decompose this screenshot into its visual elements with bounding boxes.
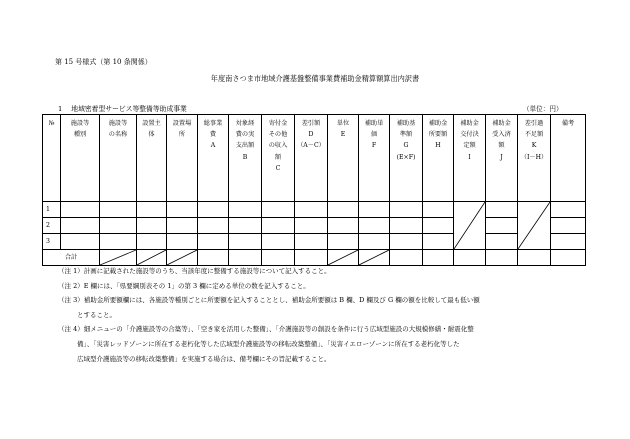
- header-cell: [518, 115, 551, 202]
- diagonal-strike: [328, 250, 358, 265]
- header-text: 設置主: [142, 120, 161, 127]
- header-text: 受入済: [492, 131, 511, 139]
- table-cell: [229, 234, 262, 250]
- header-text: 施設等: [108, 120, 128, 127]
- header-text: 費: [209, 131, 217, 139]
- table-cell: [262, 218, 295, 234]
- header-cell: [167, 115, 198, 202]
- header-text: 補助金: [428, 120, 448, 127]
- header-text: その他: [268, 131, 288, 139]
- table-cell: [328, 218, 359, 234]
- header-text: 体: [148, 131, 155, 139]
- table-cell: [390, 234, 423, 250]
- header-text: K: [531, 142, 537, 150]
- header-cell: [43, 115, 61, 202]
- header-cell: [454, 115, 486, 202]
- note-line: 備」、「災害レッドゾーンに所在する老朽化等した広域型介護施設等の移転改築整備」、「災害イエローゾーンに所在する老朽化等した: [77, 339, 460, 348]
- total-cell: [551, 250, 586, 266]
- header-text: 交付決: [460, 131, 479, 139]
- header-text: C: [275, 164, 281, 172]
- row-number: 2: [43, 218, 61, 234]
- header-text: 不足額: [524, 131, 544, 139]
- header-text: 額: [274, 153, 282, 161]
- total-cell: [486, 250, 518, 266]
- table-cell: [390, 202, 423, 218]
- header-cell: [486, 115, 518, 202]
- table-cell: [61, 202, 100, 218]
- header-text: 補助単: [364, 120, 384, 127]
- table-header-row: [43, 115, 586, 202]
- table-cell: [390, 218, 423, 234]
- header-text: 差引過: [524, 120, 544, 127]
- header-text: F: [371, 142, 377, 150]
- header-cell: [390, 115, 423, 202]
- table-cell: [229, 202, 262, 218]
- table-cell: [262, 202, 295, 218]
- table-cell: [295, 218, 328, 234]
- header-text: 寄付金: [268, 120, 288, 127]
- header-cell: [295, 115, 328, 202]
- header-text: 準額: [399, 131, 413, 139]
- header-cell: [551, 115, 586, 202]
- table-cell: [359, 218, 390, 234]
- table-cell: [61, 218, 100, 234]
- table-cell: [359, 234, 390, 250]
- header-text: 備考: [561, 120, 575, 127]
- struck-cell: [518, 202, 551, 250]
- table-cell: [198, 218, 229, 234]
- note-line: （注 3）補助金所要額欄には、各施設等種別ごとに所要額を記入することとし、補助金所要額は B 欄、D 欄及び G 欄の額を比較して最も低い額: [58, 296, 480, 305]
- table-cell: [167, 202, 198, 218]
- table-cell: [423, 218, 454, 234]
- table-cell: [423, 234, 454, 250]
- diagonal-strike: [518, 202, 550, 249]
- header-text: 差引額: [301, 120, 321, 127]
- header-text: A: [210, 142, 216, 150]
- header-text: 種別: [73, 131, 87, 139]
- header-text: H: [435, 142, 441, 150]
- header-cell: [229, 115, 262, 202]
- section-title: 1 地域密着型サービス等整備等助成事業: [58, 105, 187, 113]
- table-cell: [137, 218, 167, 234]
- table-cell: [229, 218, 262, 234]
- note-line: とすること。: [77, 310, 116, 319]
- header-text: 設置場: [172, 120, 192, 127]
- header-text: 補助金: [492, 120, 511, 127]
- table-cell: [61, 234, 100, 250]
- header-cell: [328, 115, 359, 202]
- diagonal-strike: [100, 250, 136, 265]
- note-line: （注 2）E 欄には、「県要綱別表その 1」の第 3 欄に定める単位の数を記入すること。: [58, 281, 310, 290]
- table-cell: [137, 234, 167, 250]
- header-text: 単位: [336, 120, 350, 127]
- header-text: 定額: [463, 142, 476, 150]
- diagonal-strike: [454, 202, 485, 249]
- header-text: I: [468, 153, 471, 161]
- header-text: G: [403, 142, 409, 150]
- table-row: [43, 218, 586, 234]
- total-label: 合計: [43, 250, 100, 266]
- table-cell: [423, 202, 454, 218]
- table-cell: [100, 234, 137, 250]
- header-text: 所要額: [428, 131, 448, 139]
- header-text: 支出額: [235, 142, 255, 150]
- form-number: 第 15 号様式（第 10 条関係）: [55, 58, 152, 66]
- table-cell: [328, 234, 359, 250]
- note-line: （注 1）計画に記載された施設等のうち、当該年度に整備する施設等について記入すること。: [58, 267, 331, 275]
- diagonal-strike: [137, 250, 166, 265]
- document-title: 年度南さつま市地域介護基盤整備事業費補助金精算額算出内訳書: [210, 74, 420, 83]
- header-text: の収入: [268, 142, 288, 150]
- note-line: （注 4）細メニューの「介護施設等の合築等」、「空き家を活用した整備」、「介護施設等の創設を条件に行う広域型施設の大規模修繕・耐震化整: [58, 325, 474, 334]
- header-text: 額: [498, 142, 505, 150]
- header-text: D: [308, 131, 314, 139]
- header-text: の名称: [108, 131, 128, 139]
- header-text: (E×F): [396, 153, 416, 161]
- header-cell: [100, 115, 137, 202]
- table-cell: [295, 234, 328, 250]
- table-cell: [198, 234, 229, 250]
- diagonal-strike: [167, 250, 197, 265]
- total-cell: [518, 250, 551, 266]
- table-cell: [262, 234, 295, 250]
- note-line: 広域型介護施設等の移転改築整備」を実施する場合は、備考欄にその旨記載すること。: [77, 354, 331, 363]
- diagonal-strike: [359, 250, 389, 265]
- header-cell: [137, 115, 167, 202]
- table-cell: [486, 218, 518, 234]
- header-text: 所: [178, 131, 186, 139]
- header-cell: [198, 115, 229, 202]
- header-text: J: [500, 153, 503, 161]
- header-text: （I－H）: [520, 153, 548, 161]
- table-cell: [328, 202, 359, 218]
- header-text: 総事業: [203, 120, 223, 127]
- table-cell: [486, 202, 518, 218]
- struck-cell: [454, 202, 486, 250]
- header-text: 補助基: [396, 120, 416, 127]
- header-cell: [423, 115, 454, 202]
- notes-section: [58, 264, 480, 366]
- header-cell: [262, 115, 295, 202]
- header-text: 費の実: [235, 131, 255, 139]
- table-row: [43, 234, 586, 250]
- table-cell: [198, 202, 229, 218]
- header-text: 価: [370, 131, 378, 139]
- header-text: （A－C）: [297, 142, 325, 150]
- unit-label: （単位：円）: [523, 105, 563, 113]
- row-number: 3: [43, 234, 61, 250]
- header-cell: [61, 115, 100, 202]
- header-cell: [359, 115, 390, 202]
- table-cell: [486, 234, 518, 250]
- table-cell: [551, 202, 586, 218]
- table-row: [43, 202, 586, 218]
- calculation-table: [42, 114, 586, 266]
- table-cell: [167, 234, 198, 250]
- row-number: 1: [43, 202, 61, 218]
- header-text: 対象経: [235, 120, 255, 127]
- table-cell: [359, 202, 390, 218]
- table-cell: [100, 218, 137, 234]
- table-cell: [100, 202, 137, 218]
- header-text: E: [340, 131, 346, 139]
- table-cell: [137, 202, 167, 218]
- table-cell: [551, 218, 586, 234]
- header-text: 補助金: [460, 120, 479, 127]
- table-cell: [167, 218, 198, 234]
- header-text: №: [48, 120, 55, 127]
- table-cell: [551, 234, 586, 250]
- header-text: 施設等: [70, 120, 90, 127]
- table-cell: [295, 202, 328, 218]
- header-text: B: [242, 153, 248, 161]
